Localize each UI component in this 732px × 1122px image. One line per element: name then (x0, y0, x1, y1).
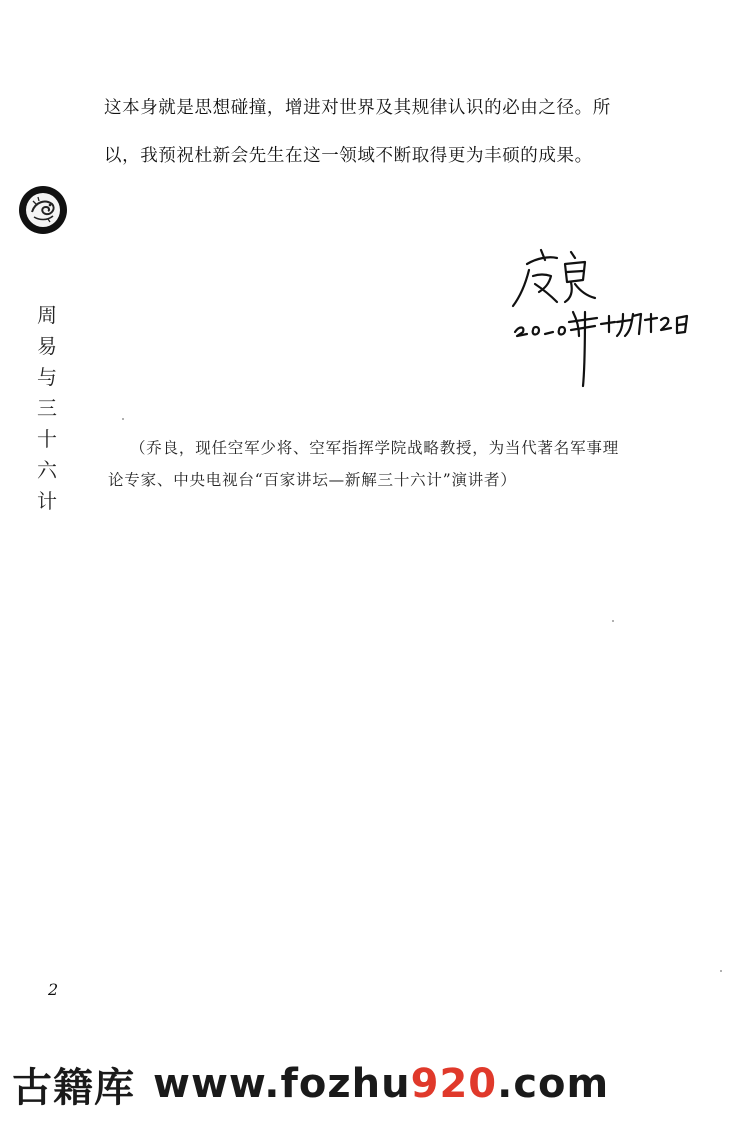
body-paragraph (104, 84, 692, 180)
title-char: 计 (37, 489, 57, 513)
title-char: 十 (37, 427, 57, 451)
note-line-2: 论专家、中央电视台“百家讲坛—新解三十六计”演讲者） (108, 471, 517, 489)
scan-speck (612, 620, 614, 622)
book-title-vertical (34, 300, 60, 517)
title-char: 三 (37, 396, 57, 420)
page-number: 2 (48, 980, 59, 999)
site-watermark (12, 1056, 609, 1112)
title-char: 六 (37, 458, 57, 482)
title-char: 易 (37, 334, 57, 358)
watermark-url-prefix: www.fozhu (153, 1061, 411, 1107)
watermark-url-digits: 920 (410, 1061, 498, 1107)
handwritten-signature (505, 236, 705, 396)
author-note (108, 432, 698, 496)
body-line-1: 这本身就是思想碰撞，增进对世界及其规律认识的必由之径。所 (104, 98, 611, 118)
note-line-1: （乔良，现任空军少将、空军指挥学院战略教授，为当代著名军事理 (130, 439, 620, 457)
watermark-site-name: 古籍库 (12, 1064, 135, 1111)
body-line-2: 以，我预祝杜新会先生在这一领域不断取得更为丰硕的成果。 (104, 146, 593, 166)
scan-speck (720, 970, 722, 972)
title-char: 周 (37, 303, 57, 327)
dragon-seal-icon (19, 186, 67, 234)
watermark-url-suffix: .com (497, 1061, 610, 1107)
watermark-url (153, 1061, 609, 1107)
title-char: 与 (37, 365, 57, 389)
scan-speck (122, 418, 124, 420)
